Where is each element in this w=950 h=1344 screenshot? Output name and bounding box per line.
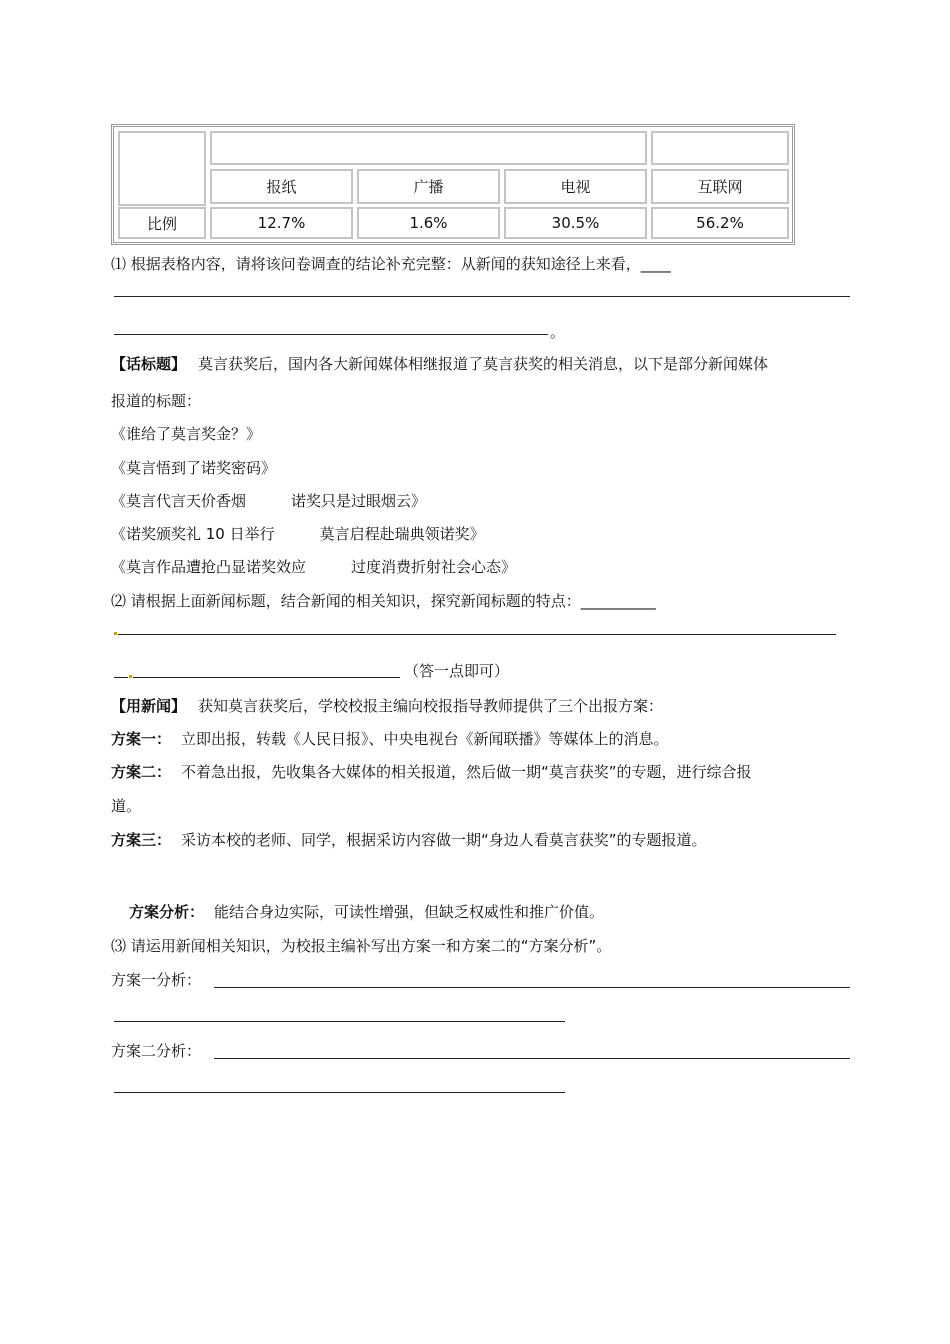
period-mark: 。 bbox=[550, 323, 566, 341]
section-label-topic: 【话标题】 bbox=[111, 355, 187, 373]
table-value-cell: 12.7% bbox=[210, 207, 353, 239]
plan-2-analysis-label: 方案二分析： bbox=[111, 1042, 202, 1060]
plan-1-analysis-label: 方案一分析： bbox=[111, 971, 202, 989]
table-row-label-cell bbox=[118, 207, 206, 239]
survey-table bbox=[111, 124, 795, 245]
table-header-right-cell bbox=[651, 131, 789, 165]
answer-line[interactable] bbox=[118, 634, 836, 635]
table-row-label: 比例 bbox=[146, 214, 177, 233]
table-header-cell: 互联网 bbox=[651, 169, 789, 204]
answer-line[interactable] bbox=[214, 987, 850, 988]
table-value-cell: 1.6% bbox=[357, 207, 500, 239]
plan-1-label: 方案一： bbox=[111, 730, 172, 748]
table-header-cell: 广播 bbox=[357, 169, 500, 204]
topic-intro-line-2: 报道的标题： bbox=[111, 392, 202, 410]
question-2-note: （答一点即可） bbox=[404, 662, 510, 680]
question-3: ⑶ 请运用新闻相关知识，为校报主编补写出方案一和方案二的“方案分析”。 bbox=[111, 937, 612, 955]
headline-item: 《莫言悟到了诺奖密码》 bbox=[111, 459, 277, 477]
table-value-cell: 56.2% bbox=[651, 207, 789, 239]
answer-line[interactable] bbox=[133, 677, 400, 678]
marker-dot bbox=[129, 675, 132, 678]
answer-line[interactable] bbox=[114, 334, 548, 335]
answer-line[interactable] bbox=[214, 1058, 850, 1059]
headline-item: 《莫言代言天价香烟 诺奖只是过眼烟云》 bbox=[111, 492, 427, 510]
table-header-merged-cell bbox=[210, 131, 647, 165]
table-value-cell: 30.5% bbox=[504, 207, 647, 239]
headline-item: 《诺奖颁奖礼 10 日举行 莫言启程赴瑞典领诺奖》 bbox=[111, 525, 485, 543]
table-header-cell: 报纸 bbox=[210, 169, 353, 204]
headline-item: 《莫言作品遭抢凸显诺奖效应 过度消费折射社会心态》 bbox=[111, 558, 517, 576]
plan-3-text: 采访本校的老师、同学，根据采访内容做一期“身边人看莫言获奖”的专题报道。 bbox=[181, 831, 707, 849]
analysis-label: 方案分析： bbox=[129, 903, 205, 921]
answer-line[interactable] bbox=[114, 677, 128, 678]
answer-line[interactable] bbox=[114, 1021, 565, 1022]
plan-2-text-cont: 道。 bbox=[111, 797, 142, 815]
table-header-cell: 电视 bbox=[504, 169, 647, 204]
section-label-use-news: 【用新闻】 bbox=[111, 697, 187, 715]
answer-line[interactable] bbox=[114, 296, 850, 297]
plan-2-label: 方案二： bbox=[111, 763, 172, 781]
topic-intro-line-1: 莫言获奖后，国内各大新闻媒体相继报道了莫言获奖的相关消息，以下是部分新闻媒体 bbox=[198, 355, 769, 373]
plan-2-text: 不着急出报，先收集各大媒体的相关报道，然后做一期“莫言获奖”的专题，进行综合报 bbox=[181, 763, 752, 781]
use-news-intro: 获知莫言获奖后，学校校报主编向校报指导教师提供了三个出报方案： bbox=[198, 697, 664, 715]
plan-1-text: 立即出报，转载《人民日报》、中央电视台《新闻联播》等媒体上的消息。 bbox=[181, 730, 669, 748]
plan-3-label: 方案三： bbox=[111, 831, 172, 849]
question-1: ⑴ 根据表格内容，请将该问卷调查的结论补充完整：从新闻的获知途径上来看，____ bbox=[111, 255, 671, 273]
answer-line[interactable] bbox=[114, 1092, 565, 1093]
analysis-text: 能结合身边实际，可读性增强，但缺乏权威性和推广价值。 bbox=[214, 903, 605, 921]
headline-item: 《谁给了莫言奖金？》 bbox=[111, 425, 262, 443]
marker-dot bbox=[114, 632, 117, 635]
table-corner-cell bbox=[118, 131, 206, 206]
question-2: ⑵ 请根据上面新闻标题，结合新闻的相关知识，探究新闻标题的特点：__________ bbox=[111, 592, 656, 610]
